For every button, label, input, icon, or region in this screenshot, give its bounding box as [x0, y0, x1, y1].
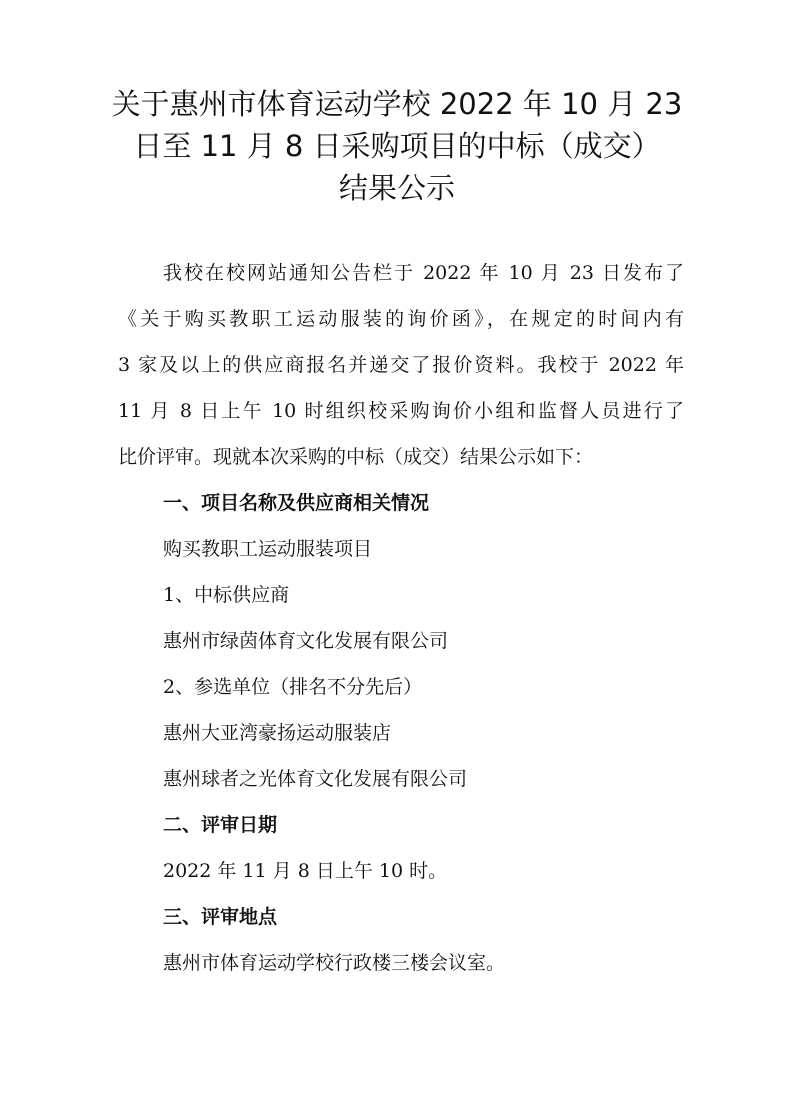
participant-item: 惠州球者之光体育文化发展有限公司 — [163, 768, 468, 790]
intro-line-1: 我校在校网站通知公告栏于 2022 年 10 月 23 日发布了 — [163, 262, 684, 284]
intro-line-3: 3 家及以上的供应商报名并递交了报价资料。我校于 2022 年 — [118, 354, 684, 376]
intro-line-2: 《关于购买教职工运动服装的询价函》，在规定的时间内有 — [118, 308, 684, 330]
section-heading-location: 三、评审地点 — [163, 906, 278, 928]
section-heading-date: 二、评审日期 — [163, 814, 278, 836]
winner-label: 1、中标供应商 — [163, 584, 290, 606]
project-name: 购买教职工运动服装项目 — [163, 538, 373, 560]
document-title-line-2: 日至 11 月 8 日采购项目的中标（成交） — [133, 129, 661, 163]
review-date: 2022 年 11 月 8 日上午 10 时。 — [163, 860, 448, 882]
participant-item: 惠州大亚湾豪扬运动服装店 — [163, 722, 392, 744]
section-heading-project: 一、项目名称及供应商相关情况 — [163, 492, 430, 514]
intro-line-5: 比价评审。现就本次采购的中标（成交）结果公示如下： — [118, 446, 594, 468]
winner-name: 惠州市绿茵体育文化发展有限公司 — [163, 630, 449, 652]
review-location: 惠州市体育运动学校行政楼三楼会议室。 — [163, 952, 506, 974]
document-title-line-1: 关于惠州市体育运动学校 2022 年 10 月 23 — [111, 87, 683, 121]
document-title-line-3: 结果公示 — [338, 171, 455, 205]
intro-line-4: 11 月 8 日上午 10 时组织校采购询价小组和监督人员进行了 — [118, 400, 684, 422]
participants-label: 2、参选单位（排名不分先后） — [163, 676, 423, 698]
